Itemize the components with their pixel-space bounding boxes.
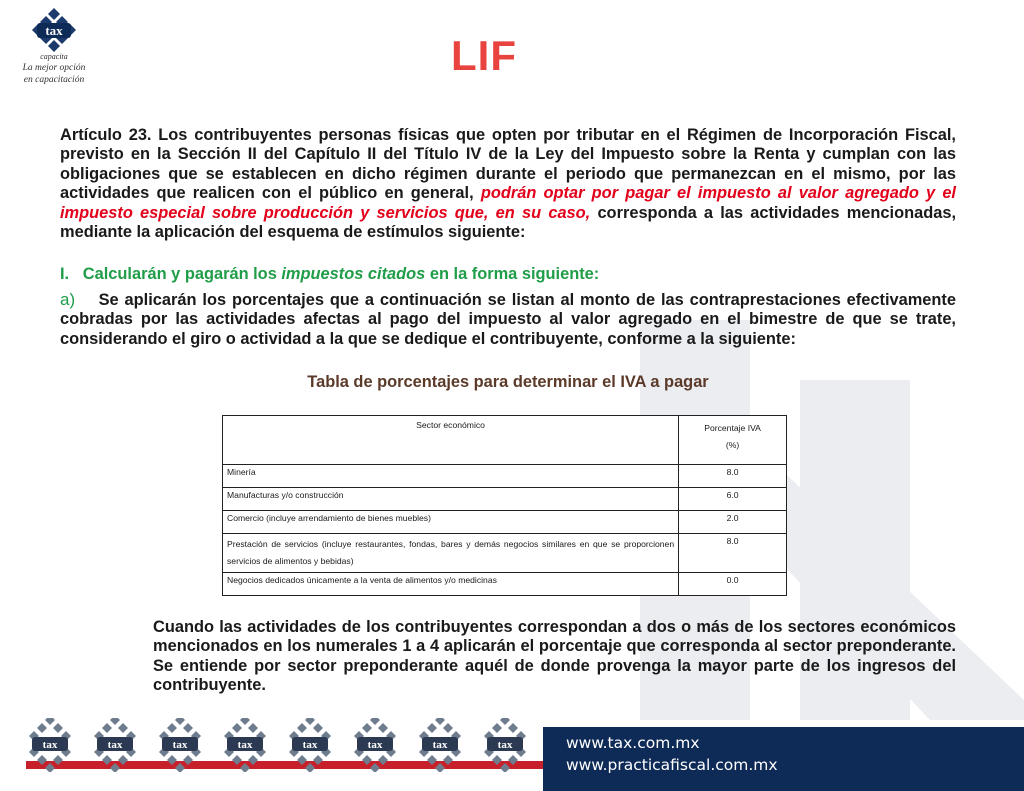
article-highlight-red: podrán optar por pagar el impuesto al valor agregado y el impuesto especial sobre producción y servicios que, en su caso, [60,184,956,222]
article-text-part1: Los contribuyentes personas físicas que opten por tributar en el Régimen de Incorporación Fiscal, previsto en la Sección II del Capítulo II del Título IV de la Ley del Impuesto sobre la Renta y cumplan con las obligaciones que se establecen en dicho régimen durante el periodo que permanezcan en el mismo, por las actividades que realicen con el público en general, [60,126,956,203]
svg-text:tax: tax [302,739,318,751]
header-percentage [679,416,787,465]
header-percentage-line1: Porcentaje IVA [704,423,761,433]
logo-slogan-line1: La mejor opción [22,63,86,73]
svg-text:tax: tax [237,739,253,751]
header-percentage-line2: (%) [725,440,740,450]
table-header-row [223,416,787,465]
table-row [223,488,787,511]
fraction-i-italic: impuestos citados [281,265,426,283]
percentage-cell: 8.0 [679,534,787,573]
svg-text:tax: tax [45,23,63,38]
table-row [223,465,787,488]
sector-cell: Prestación de servicios (incluye restaurantes, fondas, bares y demás negocios similares en que se proporcionen servicios de alimentos y bebidas) [223,534,679,573]
page-title: LIF [451,32,517,79]
website-link-tax[interactable]: www.tax.com.mx [566,734,700,752]
footer-tax-logo-icon [412,718,468,772]
iva-percentage-table [222,415,787,596]
sector-cell: Minería [223,465,679,488]
logo-slogan-line2: en capacitación [23,75,85,85]
svg-text:tax: tax [367,739,383,751]
table-row [223,534,787,573]
footer-tax-logo-icon [282,718,338,772]
fraction-a [60,290,956,349]
table-row [223,573,787,596]
sector-cell: Negocios dedicados únicamente a la venta de alimentos y/o medicinas [223,573,679,596]
svg-text:tax: tax [107,739,123,751]
percentage-cell: 6.0 [679,488,787,511]
footer-tax-logo-icon [152,718,208,772]
table-row [223,511,787,534]
article-lead: Artículo 23. [60,126,159,144]
fraction-i-label: I. [60,265,70,283]
fraction-a-text: Se aplicarán los porcentajes que a continuación se listan al monto de las contraprestaciones efectivamente cobradas por las actividades afectas al pago del impuesto al valor agregado en el bimestre de que se trate, considerando el giro o actividad a la que se dedique el contribuyente, conforme a la siguiente: [60,291,957,348]
percentage-cell: 8.0 [679,465,787,488]
closing-paragraph: Cuando las actividades de los contribuyentes correspondan a dos o más de los sectores económicos mencionados en los numerales 1 a 4 aplicarán el porcentaje que corresponda al sector preponderante. Se entiende por sector preponderante aquél de donde provenga la mayor parte de los ingresos del contribuyente. [153,618,956,695]
footer-tax-logo-icon [217,718,273,772]
footer-tax-logo-icon [477,718,533,772]
svg-text:tax: tax [497,739,513,751]
footer-tax-logo-icon [22,718,78,772]
logo-capacita-text: capacita [40,52,68,61]
fraction-i [60,265,956,284]
footer-tax-logo-icon [347,718,403,772]
sector-cell: Manufacturas y/o construcción [223,488,679,511]
article-paragraph [60,126,956,242]
fraction-a-label: a) [60,290,76,309]
article-text-part2: corresponda a las actividades mencionadas, mediante la aplicación del esquema de estímulos siguiente: [60,203,957,242]
table-title: Tabla de porcentajes para determinar el IVA a pagar [307,373,709,391]
footer-logo-strip [22,718,542,774]
fraction-i-text-after: en la forma siguiente: [425,265,600,283]
footer-tax-logo-icon [87,718,143,772]
svg-text:tax: tax [42,739,58,751]
sector-cell: Comercio (incluye arrendamiento de bienes muebles) [223,511,679,534]
website-link-practicafiscal[interactable]: www.practicafiscal.com.mx [566,756,778,774]
percentage-cell: 2.0 [679,511,787,534]
fraction-i-text-before: Calcularán y pagarán los [82,265,282,283]
svg-text:tax: tax [172,739,188,751]
percentage-cell: 0.0 [679,573,787,596]
header-sector: Sector económico [223,416,679,465]
svg-text:tax: tax [432,739,448,751]
